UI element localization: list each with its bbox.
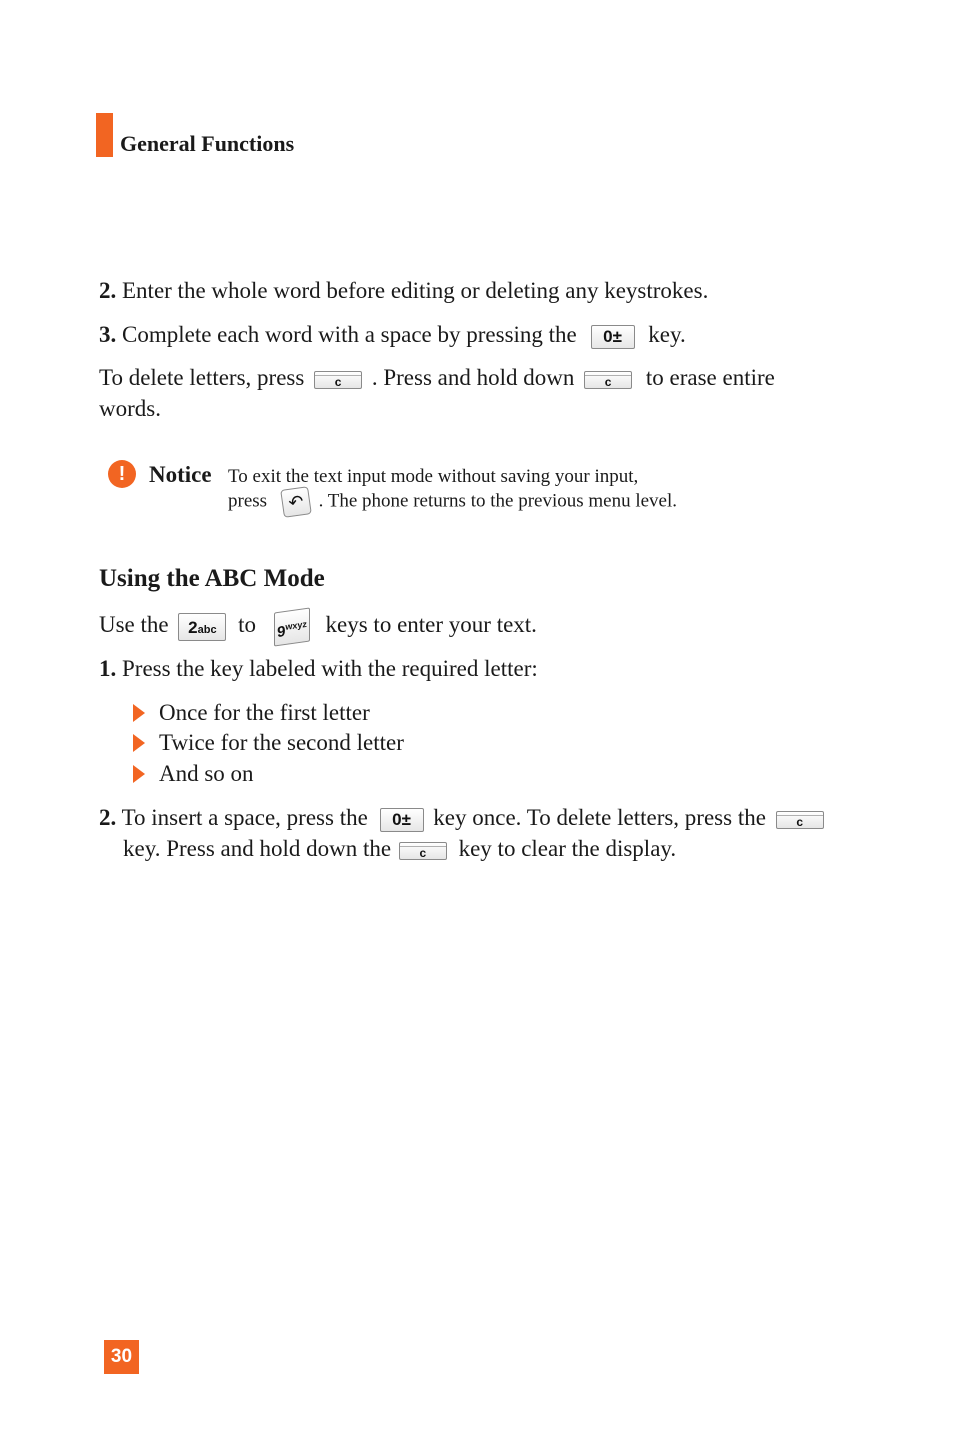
step-number: 2. [99,278,117,303]
section-title: General Functions [120,131,295,156]
instruction-text: Enter the whole word before editing or deleting any keystrokes. [122,278,709,303]
notice-text-line2 [228,488,677,516]
abc-text: keys to enter your text. [325,612,537,637]
instruction-text: Complete each word with a space by pressing the [122,322,577,347]
clear-key-icon: c [399,842,447,860]
zero-key-icon: 0± [591,325,635,349]
end-key-icon: ↶ [280,486,312,518]
clear-key-icon: c [314,371,362,389]
section-marker [96,113,113,157]
step-number: 2. [99,805,117,830]
bullet-item: Once for the first letter [133,697,370,728]
step-number: 3. [99,322,117,347]
notice-text: press [228,490,268,512]
notice-label: Notice [149,462,212,487]
page-number: 30 [104,1340,139,1374]
bullet-item: And so on [133,758,254,789]
instruction-text: key to clear the display. [458,836,677,861]
clear-key-icon: c [776,811,824,829]
abc-step-1 [99,653,538,684]
bullet-arrow-icon [133,704,145,722]
instruction-3 [99,319,686,350]
zero-key-icon: 0± [380,808,424,832]
abc-step-2-line2 [123,833,676,864]
bullet-item: Twice for the second letter [133,727,404,758]
abc-text: Use the [99,612,169,637]
notice-text-line1: To exit the text input mode without saving your input, [228,466,639,487]
abc-step-2 [99,802,824,833]
bullet-arrow-icon [133,765,145,783]
bullet-arrow-icon [133,734,145,752]
nine-key-icon: $9^{wxyz}$ [274,607,310,646]
step-number: 1. [99,656,117,681]
instruction-text: To insert a space, press the [121,805,368,830]
warning-icon: ! [108,460,136,488]
instruction-text: key. Press and hold down the [123,836,392,861]
two-key-icon: 2abc [178,613,226,641]
delete-text: . Press and hold down [371,365,575,390]
abc-mode-heading: Using the ABC Mode [99,565,325,592]
notice-text: . The phone returns to the previous menu level. [318,490,678,512]
delete-text: to erase entire [645,365,775,390]
instruction-2 [99,275,708,306]
abc-use-line [99,609,537,644]
delete-text: To delete letters, press [99,365,305,390]
clear-key-icon: c [584,371,632,389]
delete-text-line2: words. [99,396,161,421]
abc-text: to [238,612,257,637]
instruction-text: key. [648,322,686,347]
delete-instruction [99,362,775,393]
instruction-text: Press the key labeled with the required letter: [122,656,538,681]
instruction-text: key once. To delete letters, press the [433,805,766,830]
